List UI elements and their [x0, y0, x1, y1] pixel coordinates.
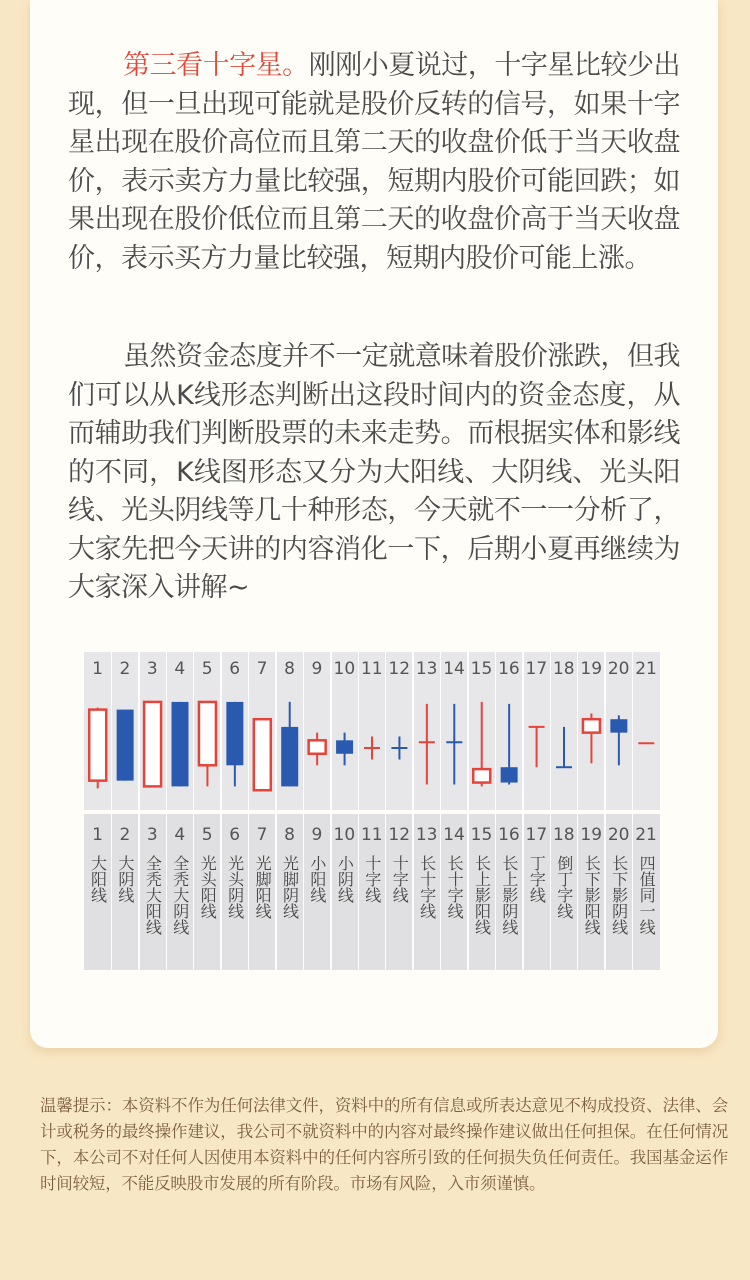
- column-divider: [358, 652, 360, 970]
- pattern-name-text: 长上影阳线: [472, 855, 492, 935]
- pattern-number-top: 4: [174, 659, 186, 679]
- pattern-name-text: 四值同一线: [637, 855, 657, 935]
- pattern-number-bottom: 15: [470, 825, 493, 845]
- pattern-number-top: 5: [201, 659, 213, 679]
- paragraph-heading: 第三看十字星。: [123, 50, 309, 81]
- pattern-name: [495, 855, 522, 935]
- pattern-name: [468, 855, 495, 935]
- pattern-number-top: 15: [470, 659, 493, 679]
- candle-body: [89, 710, 106, 781]
- pattern-name-text: 光脚阳线: [253, 855, 273, 919]
- pattern-number-bottom: 3: [146, 825, 158, 845]
- pattern-name-text: 十字线: [390, 855, 410, 903]
- pattern-name: [166, 855, 193, 935]
- column-divider: [193, 652, 195, 970]
- candle-body: [336, 740, 353, 753]
- candle: [419, 704, 435, 785]
- pattern-number-top: 19: [580, 659, 603, 679]
- pattern-number-bottom: 9: [311, 825, 323, 845]
- pattern-name: [303, 855, 330, 903]
- pattern-name-text: 小阳线: [307, 855, 327, 903]
- candle: [473, 702, 490, 786]
- pattern-name: [358, 855, 385, 903]
- disclaimer-notice: 温馨提示：本资料不作为任何法律文件，资料中的所有信息或所表达意见不构成投资、法律、会计或税务的最终操作建议，我公司不就资料中的内容对最终操作建议做出任何担保。在任何情况下，本公司不对任何人因使用本资料中的任何内容所引致的任何损失负任何责任。我国基金运作时间较短，不能反映股市发展的所有阶段。市场有风险，入市须谨慎。: [40, 1096, 728, 1193]
- candle: [446, 704, 462, 785]
- pattern-name: [413, 855, 440, 919]
- pattern-number-top: 13: [415, 659, 438, 679]
- pattern-number-bottom: 13: [415, 825, 438, 845]
- candle-body: [172, 702, 189, 786]
- pattern-number-bottom: 16: [498, 825, 520, 845]
- pattern-number-bottom: 11: [360, 825, 383, 845]
- pattern-number-bottom: 7: [256, 825, 268, 845]
- candle: [501, 704, 518, 785]
- pattern-number-top: 8: [284, 659, 295, 679]
- pattern-name: [441, 855, 468, 919]
- candle-body: [610, 719, 627, 732]
- column-divider: [220, 652, 222, 970]
- candle: [281, 702, 298, 786]
- candle-body: [117, 710, 134, 781]
- pattern-number-bottom: 5: [201, 825, 213, 845]
- column-divider: [385, 652, 387, 970]
- pattern-name-text: 长十字线: [445, 855, 465, 919]
- pattern-number-bottom: 14: [443, 825, 465, 845]
- pattern-number-bottom: 20: [607, 825, 630, 845]
- pattern-name-text: 全秃大阴线: [170, 855, 190, 935]
- column-divider: [248, 652, 250, 970]
- pattern-number-top: 7: [256, 659, 268, 679]
- candle: [610, 715, 627, 765]
- candle: [226, 702, 243, 786]
- candle-body: [309, 740, 326, 753]
- candle: [117, 710, 134, 781]
- pattern-number-top: 9: [311, 659, 323, 679]
- column-divider: [111, 652, 113, 970]
- candle: [583, 713, 600, 763]
- column-divider: [303, 652, 305, 970]
- pattern-name-text: 倒丁字线: [554, 855, 574, 919]
- pattern-name-text: 大阴线: [115, 855, 135, 903]
- pattern-name-text: 十字线: [362, 855, 382, 903]
- pattern-name-text: 长十字线: [417, 855, 437, 919]
- candle: [172, 702, 189, 786]
- pattern-number-bottom: 12: [388, 825, 411, 845]
- pattern-number-bottom: 10: [333, 825, 356, 845]
- candle-body: [144, 702, 161, 786]
- pattern-number-bottom: 6: [229, 825, 241, 845]
- paragraph-summary: 虽然资金态度并不一定就意味着股价涨跌，但我们可以从K线形态判断出这段时间内的资金态度，从而辅助我们判断股票的未来走势。而根据实体和影线的不同，K线图形态又分为大阳线、大阴线、光头阳线、光头阴线等几十种形态，今天就不一一分析了，大家先把今天讲的内容消化一下，后期小夏再继续为大家深入讲解~: [68, 341, 680, 603]
- paragraph-doji: [68, 47, 680, 278]
- pattern-number-bottom: 19: [580, 825, 603, 845]
- pattern-name: [331, 855, 358, 903]
- column-divider: [412, 652, 414, 970]
- pattern-name: [578, 855, 605, 935]
- candle: [336, 733, 353, 766]
- pattern-number-top: 17: [525, 659, 548, 679]
- pattern-name-text: 光脚阴线: [280, 855, 300, 919]
- pattern-name-text: 长上影阴线: [499, 855, 519, 935]
- candle-body: [226, 702, 243, 765]
- pattern-number-bottom: 21: [635, 825, 657, 845]
- pattern-name: [276, 855, 303, 919]
- candle-body: [254, 719, 271, 790]
- pattern-name: [139, 855, 166, 935]
- column-divider: [550, 652, 552, 970]
- pattern-number-top: 16: [498, 659, 520, 679]
- pattern-name-text: 光头阴线: [225, 855, 245, 919]
- pattern-number-bottom: 8: [284, 825, 295, 845]
- pattern-name: [605, 855, 632, 935]
- column-divider: [275, 652, 277, 970]
- pattern-name: [386, 855, 413, 903]
- candle: [556, 727, 572, 767]
- paragraph-text: 刚刚小夏说过，十字星比较少出现，但一旦出现可能就是股价反转的信号，如果十字星出现在股价高位而且第二天的收盘价低于当天收盘价，表示卖方力量比较强，短期内股价可能回跌；如果出现在股价低位而且第二天的收盘价高于当天收盘价，表示买方力量比较强，短期内股价可能上涨。: [68, 50, 681, 274]
- pattern-name-text: 长下影阴线: [609, 855, 629, 935]
- pattern-name: [221, 855, 248, 919]
- pattern-number-top: 2: [119, 659, 131, 679]
- column-divider: [522, 652, 524, 970]
- column-divider: [440, 652, 442, 970]
- pattern-name: [550, 855, 577, 919]
- pattern-number-top: 6: [229, 659, 241, 679]
- pattern-name: [84, 855, 111, 903]
- candle-body: [199, 702, 216, 765]
- pattern-number-top: 3: [146, 659, 158, 679]
- candle: [144, 702, 161, 786]
- pattern-number-bottom: 1: [92, 825, 103, 845]
- pattern-number-top: 1: [92, 659, 103, 679]
- pattern-number-top: 21: [635, 659, 657, 679]
- candle: [199, 702, 216, 786]
- pattern-name: [194, 855, 221, 919]
- column-divider: [330, 652, 332, 970]
- pattern-number-bottom: 18: [552, 825, 575, 845]
- pattern-number-top: 12: [388, 659, 411, 679]
- pattern-number-top: 10: [333, 659, 356, 679]
- pattern-name: [249, 855, 276, 919]
- candle-body: [281, 727, 298, 787]
- pattern-name: [523, 855, 550, 903]
- candle-body: [583, 719, 600, 732]
- pattern-number-top: 11: [360, 659, 383, 679]
- pattern-number-top: 18: [552, 659, 575, 679]
- pattern-name-text: 小阴线: [335, 855, 355, 903]
- candle: [309, 733, 326, 766]
- pattern-number-bottom: 2: [119, 825, 131, 845]
- candle: [364, 736, 380, 759]
- pattern-name: [633, 855, 660, 935]
- candle: [391, 736, 407, 759]
- candle: [89, 708, 106, 789]
- pattern-name-text: 长下影阳线: [582, 855, 602, 935]
- pattern-name-text: 丁字线: [527, 855, 547, 903]
- candle: [529, 727, 545, 767]
- pattern-name-text: 全秃大阳线: [143, 855, 163, 935]
- pattern-number-top: 14: [443, 659, 465, 679]
- pattern-name: [111, 855, 138, 903]
- candle-body: [473, 769, 490, 782]
- candle-body: [501, 767, 518, 782]
- candle: [254, 719, 271, 790]
- candlestick-patterns-diagram: [84, 652, 660, 970]
- pattern-number-bottom: 17: [525, 825, 548, 845]
- pattern-number-top: 20: [607, 659, 630, 679]
- pattern-name-text: 大阳线: [88, 855, 108, 903]
- pattern-name-text: 光头阳线: [198, 855, 218, 919]
- pattern-number-bottom: 4: [174, 825, 186, 845]
